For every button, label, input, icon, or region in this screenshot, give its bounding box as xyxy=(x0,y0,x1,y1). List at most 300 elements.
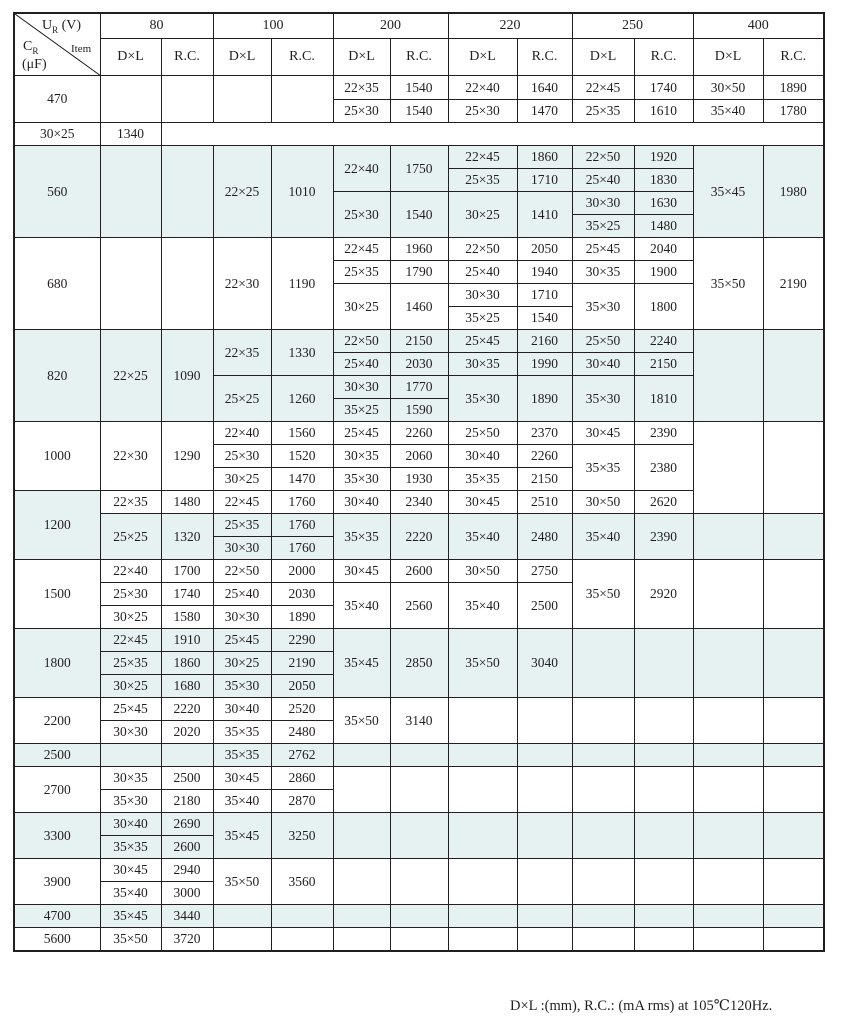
table-row xyxy=(14,560,824,583)
table-row xyxy=(14,813,824,836)
table-cell: 35×45 xyxy=(333,629,390,698)
table-cell xyxy=(693,560,763,629)
table-cell: 5600 xyxy=(14,928,100,952)
ripple-current-table xyxy=(13,12,825,952)
table-cell: 1320 xyxy=(161,514,213,560)
table-cell xyxy=(448,928,517,952)
table-cell xyxy=(390,813,448,859)
table-cell xyxy=(572,629,634,698)
table-cell: 22×40 xyxy=(333,146,390,192)
table-cell: 1540 xyxy=(390,100,448,123)
table-cell: 1940 xyxy=(517,261,572,284)
table-cell: 2940 xyxy=(161,859,213,882)
table-cell: 35×30 xyxy=(100,790,161,813)
table-cell: 30×50 xyxy=(572,491,634,514)
table-cell: 25×40 xyxy=(572,169,634,192)
table-cell xyxy=(100,744,161,767)
table-cell: 30×35 xyxy=(572,261,634,284)
table-cell: 1590 xyxy=(390,399,448,422)
table-cell: 2260 xyxy=(517,445,572,468)
table-cell: 30×50 xyxy=(448,560,517,583)
capacitance-unit-label: (μF) xyxy=(22,57,47,72)
table-cell: 2480 xyxy=(271,721,333,744)
table-cell xyxy=(634,905,693,928)
table-cell: 25×45 xyxy=(448,330,517,353)
table-cell: 2340 xyxy=(390,491,448,514)
table-cell: 1890 xyxy=(271,606,333,629)
table-cell: 30×30 xyxy=(100,721,161,744)
table-cell: 1760 xyxy=(271,514,333,537)
table-cell: 3560 xyxy=(271,859,333,905)
table-cell: 2050 xyxy=(271,675,333,698)
table-cell: 1470 xyxy=(271,468,333,491)
table-cell: 30×45 xyxy=(213,767,271,790)
rc-header: R.C. xyxy=(634,39,693,76)
table-cell: 2030 xyxy=(390,353,448,376)
table-cell: 2290 xyxy=(271,629,333,652)
table-cell: 30×30 xyxy=(213,537,271,560)
table-cell xyxy=(693,744,763,767)
table-cell xyxy=(693,514,763,560)
table-cell: 1580 xyxy=(161,606,213,629)
table-cell: 2240 xyxy=(634,330,693,353)
table-cell: 2190 xyxy=(763,238,824,330)
table-cell: 2870 xyxy=(271,790,333,813)
table-cell: 1790 xyxy=(390,261,448,284)
table-cell: 35×25 xyxy=(572,215,634,238)
table-cell: 25×30 xyxy=(333,100,390,123)
table-cell xyxy=(763,813,824,859)
table-cell xyxy=(390,859,448,905)
table-cell: 1770 xyxy=(390,376,448,399)
table-cell xyxy=(693,905,763,928)
table-cell: 1930 xyxy=(390,468,448,491)
rc-header: R.C. xyxy=(517,39,572,76)
table-cell xyxy=(390,767,448,813)
table-cell: 2600 xyxy=(390,560,448,583)
table-cell xyxy=(572,698,634,744)
table-cell xyxy=(271,905,333,928)
table-cell: 22×45 xyxy=(213,491,271,514)
table-cell: 1710 xyxy=(517,169,572,192)
item-axis-label: Item xyxy=(71,43,92,55)
table-cell: 2020 xyxy=(161,721,213,744)
table-row xyxy=(14,146,824,169)
table-cell xyxy=(390,928,448,952)
table-cell: 35×30 xyxy=(572,376,634,422)
rc-header: R.C. xyxy=(161,39,213,76)
table-cell xyxy=(693,698,763,744)
table-cell: 25×45 xyxy=(572,238,634,261)
table-cell xyxy=(448,813,517,859)
table-cell: 35×30 xyxy=(572,284,634,330)
table-cell xyxy=(572,905,634,928)
table-cell xyxy=(517,767,572,813)
table-cell: 22×30 xyxy=(100,422,161,491)
table-cell: 2690 xyxy=(161,813,213,836)
table-cell: 35×40 xyxy=(213,790,271,813)
table-cell xyxy=(634,859,693,905)
voltage-header-400: 400 xyxy=(693,13,824,39)
table-cell xyxy=(213,905,271,928)
table-cell xyxy=(448,905,517,928)
table-row xyxy=(14,744,824,767)
table-cell: 22×25 xyxy=(213,146,271,238)
table-cell: 680 xyxy=(14,238,100,330)
table-cell xyxy=(763,928,824,952)
table-cell: 1900 xyxy=(634,261,693,284)
table-cell: 1610 xyxy=(634,100,693,123)
table-cell: 2390 xyxy=(634,514,693,560)
capacitor-rating-table-container xyxy=(13,12,823,952)
table-cell: 2600 xyxy=(161,836,213,859)
table-cell: 30×30 xyxy=(572,192,634,215)
table-cell: 35×35 xyxy=(572,445,634,491)
table-cell: 25×40 xyxy=(448,261,517,284)
table-cell: 2180 xyxy=(161,790,213,813)
table-cell xyxy=(161,76,213,123)
table-cell: 22×35 xyxy=(213,330,271,376)
table-cell: 35×40 xyxy=(572,514,634,560)
table-cell: 2380 xyxy=(634,445,693,491)
table-cell: 3140 xyxy=(390,698,448,744)
table-cell xyxy=(333,744,390,767)
table-cell: 1810 xyxy=(634,376,693,422)
table-cell xyxy=(634,698,693,744)
table-cell: 1830 xyxy=(634,169,693,192)
table-cell xyxy=(763,422,824,514)
table-cell: 2060 xyxy=(390,445,448,468)
table-cell xyxy=(517,905,572,928)
table-cell xyxy=(693,928,763,952)
table-cell xyxy=(763,698,824,744)
table-cell: 2160 xyxy=(517,330,572,353)
table-cell: 1330 xyxy=(271,330,333,376)
table-cell: 35×35 xyxy=(333,514,390,560)
table-cell xyxy=(161,146,213,238)
table-cell xyxy=(693,767,763,813)
table-cell: 1760 xyxy=(271,491,333,514)
table-cell: 1760 xyxy=(271,537,333,560)
table-cell: 25×30 xyxy=(333,192,390,238)
table-cell: 2370 xyxy=(517,422,572,445)
table-cell xyxy=(693,330,763,422)
table-cell: 1960 xyxy=(390,238,448,261)
table-cell: 30×30 xyxy=(448,284,517,307)
voltage-header-220: 220 xyxy=(448,13,572,39)
table-cell xyxy=(763,859,824,905)
table-cell: 1800 xyxy=(14,629,100,698)
table-cell xyxy=(763,767,824,813)
table-cell: 25×25 xyxy=(100,514,161,560)
table-cell xyxy=(213,76,271,123)
table-cell xyxy=(572,767,634,813)
table-cell xyxy=(213,928,271,952)
table-cell: 22×50 xyxy=(572,146,634,169)
table-cell: 22×50 xyxy=(333,330,390,353)
table-cell: 1290 xyxy=(161,422,213,491)
table-cell xyxy=(763,330,824,422)
table-cell xyxy=(634,629,693,698)
table-cell: 30×40 xyxy=(100,813,161,836)
table-cell xyxy=(572,744,634,767)
table-cell xyxy=(390,744,448,767)
table-cell: 25×45 xyxy=(213,629,271,652)
table-cell: 35×45 xyxy=(100,905,161,928)
table-row xyxy=(14,422,824,445)
table-cell xyxy=(100,146,161,238)
table-cell: 30×25 xyxy=(100,606,161,629)
table-cell: 30×40 xyxy=(333,491,390,514)
table-cell: 22×40 xyxy=(213,422,271,445)
table-cell: 22×35 xyxy=(100,491,161,514)
table-cell xyxy=(448,698,517,744)
table-row xyxy=(14,514,824,537)
table-cell: 1640 xyxy=(517,76,572,100)
table-cell: 470 xyxy=(14,76,100,123)
table-cell: 35×50 xyxy=(213,859,271,905)
table-row xyxy=(14,767,824,790)
table-cell: 2050 xyxy=(517,238,572,261)
table-cell: 2480 xyxy=(517,514,572,560)
table-cell: 35×40 xyxy=(333,583,390,629)
table-cell xyxy=(634,813,693,859)
table-cell: 1700 xyxy=(161,560,213,583)
dl-header: D×L xyxy=(213,39,271,76)
table-row xyxy=(14,330,824,353)
table-cell: 2520 xyxy=(271,698,333,721)
table-cell: 1740 xyxy=(161,583,213,606)
table-cell: 25×40 xyxy=(333,353,390,376)
table-cell: 2762 xyxy=(271,744,333,767)
table-row xyxy=(14,928,824,952)
table-row xyxy=(14,238,824,261)
table-row xyxy=(14,76,824,100)
table-cell: 2510 xyxy=(517,491,572,514)
table-cell: 22×50 xyxy=(213,560,271,583)
table-cell: 1090 xyxy=(161,330,213,422)
units-footnote: D×L :(mm), R.C.: (mA rms) at 105℃120Hz. xyxy=(510,998,773,1014)
table-cell: 1890 xyxy=(517,376,572,422)
table-cell: 22×35 xyxy=(333,76,390,100)
table-cell xyxy=(448,767,517,813)
table-cell: 1740 xyxy=(634,76,693,100)
table-cell xyxy=(572,859,634,905)
table-cell: 1000 xyxy=(14,422,100,491)
voltage-header-250: 250 xyxy=(572,13,693,39)
table-cell: 1470 xyxy=(517,100,572,123)
table-cell: 30×25 xyxy=(213,468,271,491)
table-cell: 35×50 xyxy=(572,560,634,629)
table-cell: 1860 xyxy=(517,146,572,169)
table-cell: 1410 xyxy=(517,192,572,238)
table-cell: 2150 xyxy=(390,330,448,353)
table-cell xyxy=(161,238,213,330)
table-cell: 2750 xyxy=(517,560,572,583)
table-cell xyxy=(333,928,390,952)
table-cell: 1560 xyxy=(271,422,333,445)
table-cell: 1010 xyxy=(271,146,333,238)
table-cell: 1460 xyxy=(390,284,448,330)
table-cell: 25×35 xyxy=(333,261,390,284)
table-cell: 22×45 xyxy=(333,238,390,261)
table-cell: 25×35 xyxy=(572,100,634,123)
table-cell: 2150 xyxy=(634,353,693,376)
table-cell: 2850 xyxy=(390,629,448,698)
table-cell: 1520 xyxy=(271,445,333,468)
table-row xyxy=(14,629,824,652)
table-cell: 35×40 xyxy=(100,882,161,905)
table-cell: 3440 xyxy=(161,905,213,928)
table-cell xyxy=(693,859,763,905)
voltage-header-80: 80 xyxy=(100,13,213,39)
table-cell: 2390 xyxy=(634,422,693,445)
table-cell: 2860 xyxy=(271,767,333,790)
table-cell: 25×35 xyxy=(100,652,161,675)
table-cell: 35×45 xyxy=(213,813,271,859)
table-cell: 35×45 xyxy=(693,146,763,238)
table-cell: 30×45 xyxy=(100,859,161,882)
rc-header: R.C. xyxy=(390,39,448,76)
table-cell: 1340 xyxy=(100,123,161,146)
voltage-header-200: 200 xyxy=(333,13,448,39)
table-cell: 2040 xyxy=(634,238,693,261)
table-cell: 30×45 xyxy=(572,422,634,445)
table-cell: 1860 xyxy=(161,652,213,675)
table-cell xyxy=(333,859,390,905)
table-cell: 1980 xyxy=(763,146,824,238)
table-cell: 35×25 xyxy=(333,399,390,422)
table-cell: 35×35 xyxy=(448,468,517,491)
table-cell: 25×30 xyxy=(213,445,271,468)
table-cell: 2030 xyxy=(271,583,333,606)
table-row xyxy=(14,698,824,721)
table-cell: 25×30 xyxy=(100,583,161,606)
table-cell: 1260 xyxy=(271,376,333,422)
table-cell: 30×25 xyxy=(213,652,271,675)
table-cell: 2620 xyxy=(634,491,693,514)
table-cell: 25×35 xyxy=(448,169,517,192)
table-cell: 30×40 xyxy=(213,698,271,721)
table-cell: 2150 xyxy=(517,468,572,491)
table-cell: 22×25 xyxy=(100,330,161,422)
table-cell: 30×35 xyxy=(333,445,390,468)
table-cell xyxy=(517,698,572,744)
table-row xyxy=(14,123,824,146)
rc-header: R.C. xyxy=(763,39,824,76)
table-cell xyxy=(333,905,390,928)
table-cell xyxy=(572,813,634,859)
table-cell xyxy=(271,928,333,952)
table-cell: 2220 xyxy=(390,514,448,560)
table-cell xyxy=(333,767,390,813)
table-cell: 1920 xyxy=(634,146,693,169)
table-cell: 35×30 xyxy=(213,675,271,698)
table-cell: 30×45 xyxy=(333,560,390,583)
table-cell xyxy=(100,76,161,123)
table-cell: 2220 xyxy=(161,698,213,721)
table-cell xyxy=(517,928,572,952)
table-cell: 1200 xyxy=(14,491,100,560)
table-cell: 2920 xyxy=(634,560,693,629)
table-cell xyxy=(634,928,693,952)
table-cell xyxy=(763,905,824,928)
table-cell: 3900 xyxy=(14,859,100,905)
table-cell: 1540 xyxy=(390,192,448,238)
table-cell: 30×25 xyxy=(14,123,100,146)
table-cell: 30×30 xyxy=(213,606,271,629)
table-cell: 2500 xyxy=(517,583,572,629)
table-row xyxy=(14,859,824,882)
table-cell: 35×40 xyxy=(693,100,763,123)
dl-header: D×L xyxy=(100,39,161,76)
voltage-header-100: 100 xyxy=(213,13,333,39)
table-body xyxy=(14,76,824,952)
table-cell xyxy=(100,238,161,330)
table-cell: 2700 xyxy=(14,767,100,813)
table-cell: 22×40 xyxy=(100,560,161,583)
capacitance-axis-label: $C_R$ xyxy=(23,39,39,56)
table-cell: 2200 xyxy=(14,698,100,744)
table-cell xyxy=(572,928,634,952)
dl-header: D×L xyxy=(333,39,390,76)
table-cell: 3040 xyxy=(517,629,572,698)
table-cell: 1910 xyxy=(161,629,213,652)
table-cell: 22×45 xyxy=(572,76,634,100)
table-cell: 1710 xyxy=(517,284,572,307)
table-cell: 22×45 xyxy=(448,146,517,169)
table-cell xyxy=(763,744,824,767)
table-cell: 22×45 xyxy=(100,629,161,652)
table-cell: 30×25 xyxy=(333,284,390,330)
table-cell: 30×40 xyxy=(572,353,634,376)
dl-header: D×L xyxy=(448,39,517,76)
table-cell: 30×25 xyxy=(448,192,517,238)
table-cell xyxy=(517,744,572,767)
table-cell: 35×35 xyxy=(213,721,271,744)
dl-header: D×L xyxy=(572,39,634,76)
table-cell: 1540 xyxy=(390,76,448,100)
table-cell: 25×50 xyxy=(448,422,517,445)
table-cell: 820 xyxy=(14,330,100,422)
table-cell xyxy=(763,514,824,560)
table-cell xyxy=(333,813,390,859)
table-cell xyxy=(517,859,572,905)
table-cell xyxy=(448,744,517,767)
table-cell: 30×25 xyxy=(100,675,161,698)
table-cell: 35×50 xyxy=(448,629,517,698)
table-cell xyxy=(161,744,213,767)
table-cell xyxy=(763,629,824,698)
table-cell: 560 xyxy=(14,146,100,238)
table-cell: 1630 xyxy=(634,192,693,215)
table-cell: 35×30 xyxy=(448,376,517,422)
table-cell xyxy=(693,813,763,859)
table-corner-header xyxy=(14,13,100,76)
table-cell: 30×50 xyxy=(693,76,763,100)
dl-header: D×L xyxy=(693,39,763,76)
table-cell: 1750 xyxy=(390,146,448,192)
table-cell: 1780 xyxy=(763,100,824,123)
table-cell: 2560 xyxy=(390,583,448,629)
table-cell xyxy=(271,76,333,123)
table-cell: 25×35 xyxy=(213,514,271,537)
table-cell: 3250 xyxy=(271,813,333,859)
table-cell: 35×35 xyxy=(100,836,161,859)
table-cell: 30×35 xyxy=(448,353,517,376)
table-cell: 35×50 xyxy=(693,238,763,330)
table-cell: 30×45 xyxy=(448,491,517,514)
